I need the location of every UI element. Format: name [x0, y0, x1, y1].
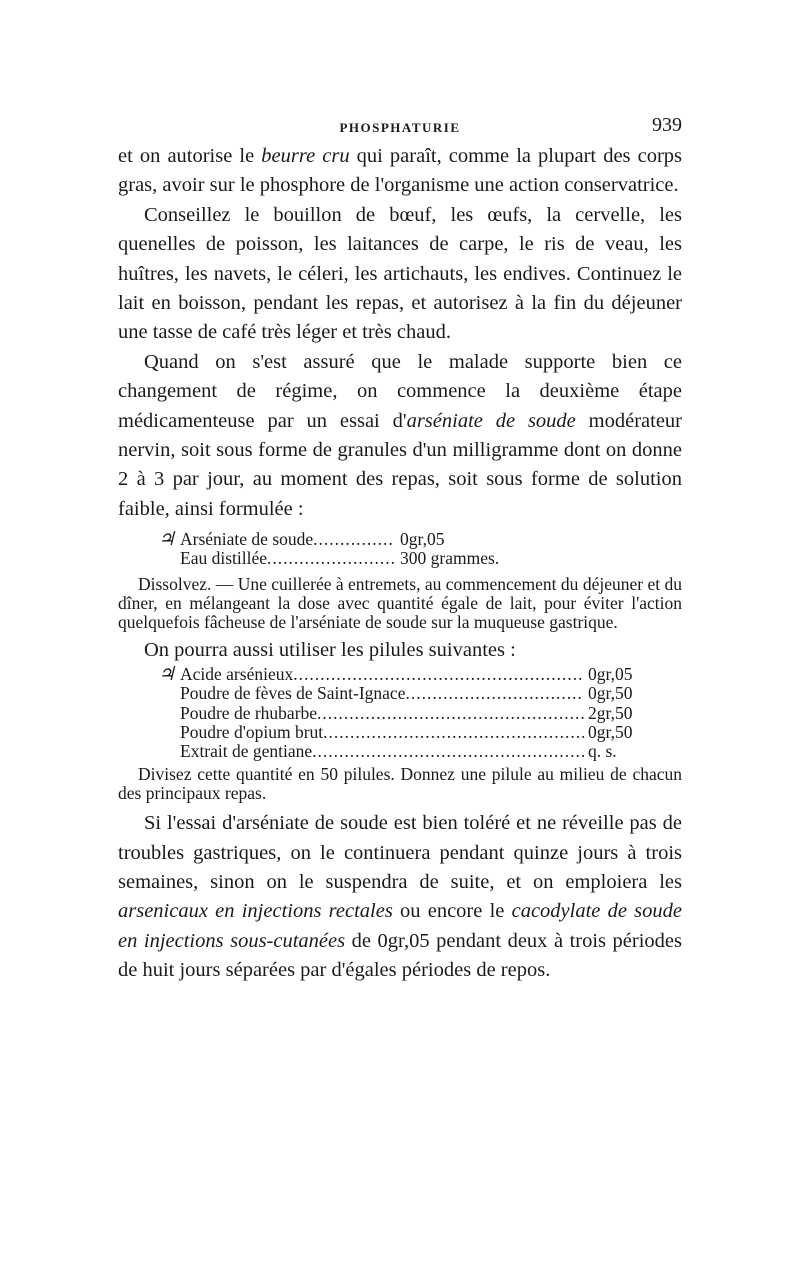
- ingredient-quantity: 300 grammes.: [400, 548, 500, 569]
- dot-leader: [323, 723, 584, 742]
- prescription-1: [118, 530, 682, 568]
- prescription-line: [118, 684, 682, 703]
- ingredient-quantity: 0gr,50: [588, 683, 633, 704]
- recipe-symbol: ♃: [158, 664, 176, 686]
- italic-run: arséniate de soude: [406, 409, 576, 432]
- prescription-line: [118, 742, 682, 761]
- ingredient-quantity: q. s.: [588, 740, 617, 761]
- ingredient-quantity: 0gr,50: [588, 721, 633, 742]
- prescription-line: [118, 704, 682, 723]
- prescription-line: [118, 530, 682, 549]
- ingredient-name: Poudre d'opium brut: [180, 721, 324, 742]
- dot-leader: [267, 549, 394, 568]
- ingredient-quantity: 2gr,50: [588, 702, 633, 723]
- book-page: [118, 112, 682, 986]
- dot-leader: [293, 665, 584, 684]
- ingredient-name: Eau distillée: [180, 548, 267, 569]
- text-run: qui paraît, comme la plupart des corps gras, avoir sur le phosphore de l'organisme une action conservatrice.: [118, 145, 682, 197]
- text-run: Quand on s'est assuré que le malade supporte bien ce changement de régime, on commence la deuxième étape médicamenteuse par un essai d': [118, 350, 682, 432]
- dot-leader: [312, 742, 584, 761]
- prescription-line: [118, 665, 682, 684]
- italic-run: arsenicaux en injections rectales: [118, 900, 393, 923]
- dot-leader: [405, 684, 584, 703]
- paragraph-7: [118, 809, 682, 985]
- paragraph-1: [118, 142, 682, 201]
- paragraph-3: [118, 348, 682, 524]
- paragraph-2: Conseillez le bouillon de bœuf, les œufs, la cervelle, les quenelles de poisson, les laitances de carpe, le ris de veau, les huîtres, les navets, le céleri, les artichauts, les endives. Continuez le lait en boisson, pendant les repas, et autorisez à la fin du déjeuner une tasse de café très léger et très chaud.: [118, 203, 682, 344]
- ingredient-name: Arséniate de soude: [180, 529, 314, 550]
- text-run: Si l'essai d'arséniate de soude est bien toléré et ne réveille pas de troubles gastriques, on le continuera pendant quinze jours à trois semaines, sinon on le suspendra de suite, et on emploiera les: [118, 812, 682, 893]
- italic-run: beurre cru: [261, 145, 350, 167]
- text-run: modérateur nervin, soit sous forme de granules d'un milligramme dont on donne 2 à 3 par jour, au moment des repas, soit sous forme de solution faible, ainsi formulée :: [118, 409, 682, 520]
- text-run: et on autorise le: [118, 145, 262, 167]
- paragraph-5: On pourra aussi utiliser les pilules suivantes :: [144, 638, 516, 661]
- dot-leader: [313, 530, 394, 549]
- ingredient-name: Acide arsénieux: [180, 664, 294, 685]
- ingredient-name: Poudre de fèves de Saint-Ignace: [180, 683, 406, 704]
- page-header: [118, 112, 682, 142]
- text-run: ou encore le: [392, 900, 512, 923]
- ingredient-name: Extrait de gentiane: [180, 740, 313, 761]
- page-number: 939: [652, 114, 682, 136]
- italic-run: cacodylate de soude en injections sous-cutanées: [118, 900, 682, 952]
- recipe-symbol: ♃: [158, 529, 176, 551]
- prescription-line: [118, 549, 682, 568]
- ingredient-quantity: 0gr,05: [400, 529, 445, 550]
- paragraph-4: Dissolvez. — Une cuillerée à entremets, au commencement du déjeuner et du dîner, en mélangeant la dose avec quantité égale de lait, pour éviter l'action quelquefois fâcheuse de l'arséniate de soude sur la muqueuse gastrique.: [118, 573, 682, 632]
- text-run: de 0gr,05 pendant deux à trois périodes de huit jours séparées par d'égales périodes de repos.: [118, 929, 682, 982]
- ingredient-name: Poudre de rhubarbe: [180, 702, 318, 723]
- paragraph-6: Divisez cette quantité en 50 pilules. Donnez une pilule au milieu de chacun des principaux repas.: [118, 764, 682, 804]
- prescription-line: [118, 723, 682, 742]
- running-head: PHOSPHATURIE: [339, 120, 461, 135]
- prescription-2: [118, 665, 682, 761]
- dot-leader: [317, 704, 584, 723]
- ingredient-quantity: 0gr,05: [588, 664, 633, 685]
